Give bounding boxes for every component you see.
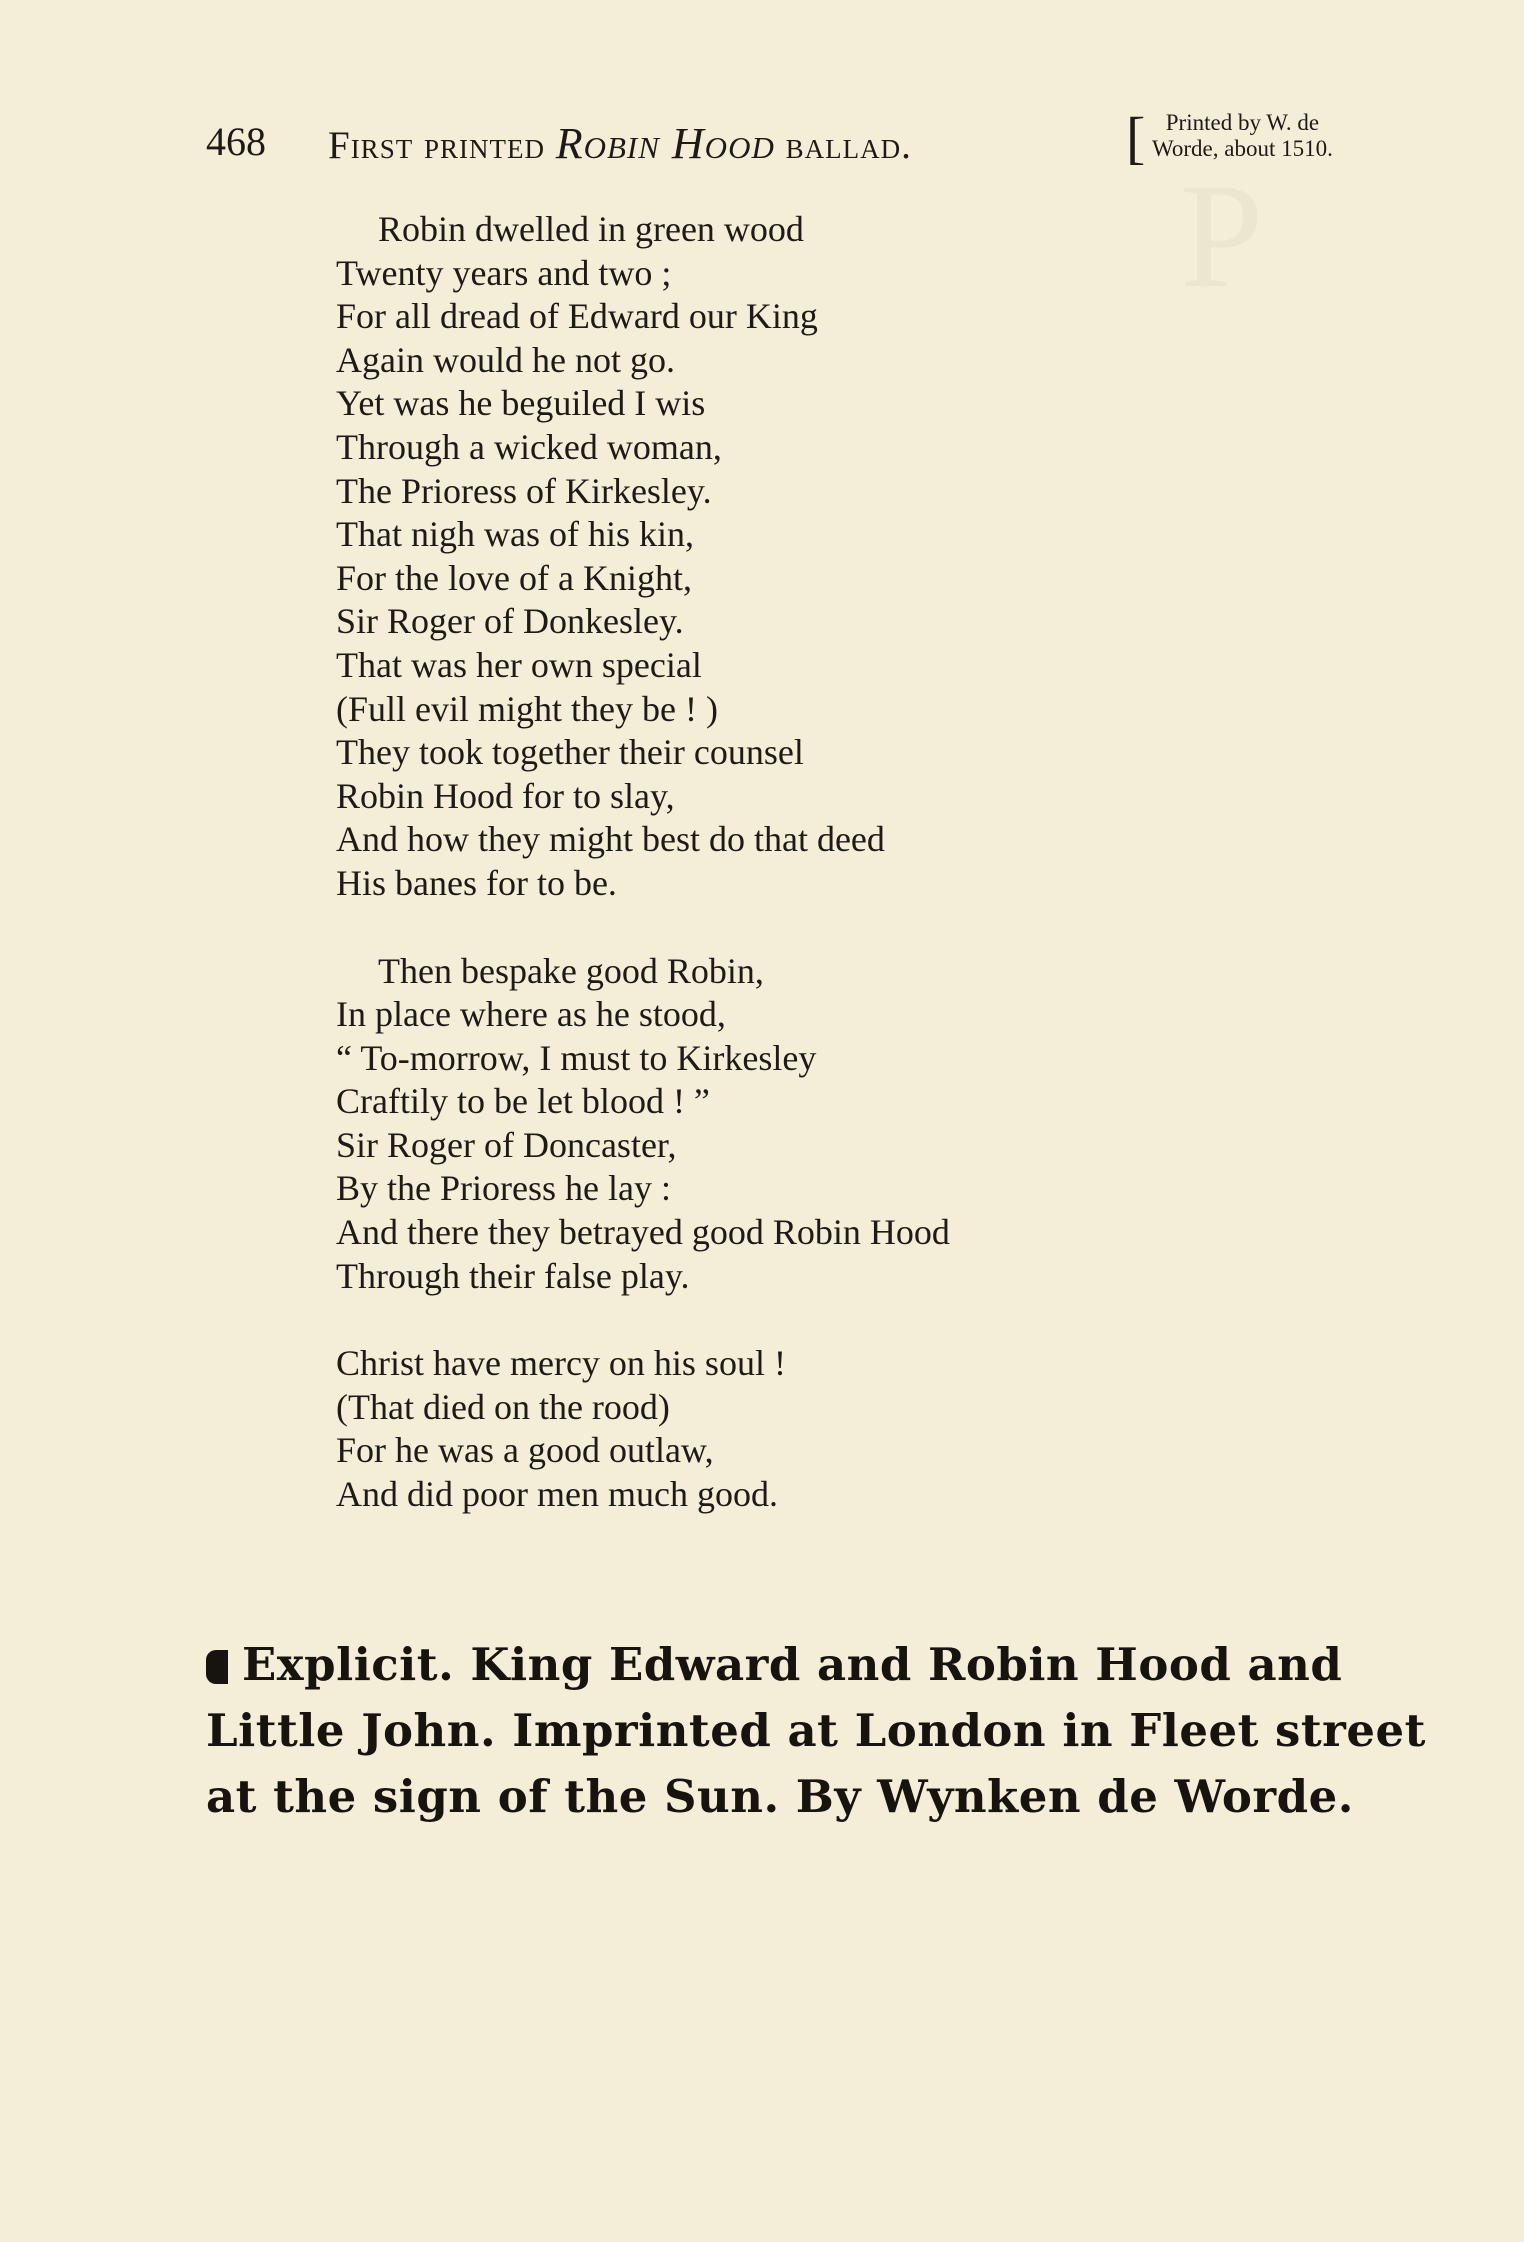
stanza-spacer [336, 906, 1236, 950]
poem-line: Twenty years and two ; [336, 252, 672, 293]
colophon-line-3: at the sign of the Sun. By Wynken de Worde. [206, 1770, 1354, 1823]
poem-line: (Full evil might they be ! ) [336, 688, 718, 729]
side-note-line-2: Worde, about 1510. [1152, 136, 1333, 161]
page-number: 468 [206, 119, 266, 164]
poem-line: They took together their counsel [336, 732, 804, 773]
poem-line: (That died on the rood) [336, 1386, 670, 1427]
poem-line: Christ have mercy on his soul ! [336, 1343, 786, 1384]
poem-line: Sir Roger of Donkesley. [336, 601, 684, 642]
running-title [328, 118, 912, 169]
ballad-poem [336, 208, 1236, 1517]
poem-line: For he was a good outlaw, [336, 1430, 714, 1471]
running-head [206, 105, 1386, 180]
show-through-text: P [1180, 153, 1264, 319]
colophon-line-2: Little John. Imprinted at London in Fleet street [206, 1704, 1426, 1757]
side-note-bracket: [ [1126, 105, 1146, 170]
poem-line: Robin Hood for to slay, [336, 775, 675, 816]
side-note [1152, 110, 1333, 162]
stanza-spacer [336, 1298, 1236, 1342]
colophon-line-1-text: Explicit. King Edward and Robin Hood and [242, 1638, 1343, 1691]
poem-line: And there they betrayed good Robin Hood [336, 1212, 950, 1253]
colophon-line-1 [206, 1632, 1386, 1698]
poem-line: Through a wicked woman, [336, 426, 722, 467]
colophon [206, 1632, 1426, 1830]
poem-line: By the Prioress he lay : [336, 1168, 671, 1209]
poem-line: “ To-morrow, I must to Kirkesley [336, 1037, 817, 1078]
poem-line: Robin dwelled in green wood [378, 209, 804, 249]
poem-line: Then bespake good Robin, [378, 950, 764, 991]
poem-line: Again would he not go. [336, 339, 675, 380]
poem-line: In place where as he stood, [336, 994, 726, 1035]
poem-line: For the love of a Knight, [336, 557, 692, 598]
running-title-first: First printed [328, 124, 545, 167]
poem-line: His banes for to be. [336, 862, 617, 903]
running-title-last: ballad. [785, 124, 912, 167]
poem-line: That was her own special [336, 644, 702, 685]
poem-line: That nigh was of his kin, [336, 514, 694, 555]
poem-line: The Prioress of Kirkesley. [336, 470, 712, 511]
running-title-italic: Robin Hood [555, 119, 775, 168]
poem-line: Through their false play. [336, 1255, 690, 1296]
stanza-1 [336, 208, 1236, 906]
side-note-line-1: Printed by W. de [1165, 110, 1320, 135]
poem-line: Craftily to be let blood ! ” [336, 1081, 710, 1122]
poem-line: For all dread of Edward our King [336, 296, 818, 337]
poem-line: Yet was he beguiled I wis [336, 383, 706, 424]
poem-line: Sir Roger of Doncaster, [336, 1124, 677, 1165]
stanza-3 [336, 1342, 1236, 1516]
stanza-2 [336, 950, 1236, 1299]
poem-line: And did poor men much good. [336, 1474, 778, 1515]
pilcrow-icon [206, 1650, 228, 1684]
poem-line: And how they might best do that deed [336, 819, 885, 860]
